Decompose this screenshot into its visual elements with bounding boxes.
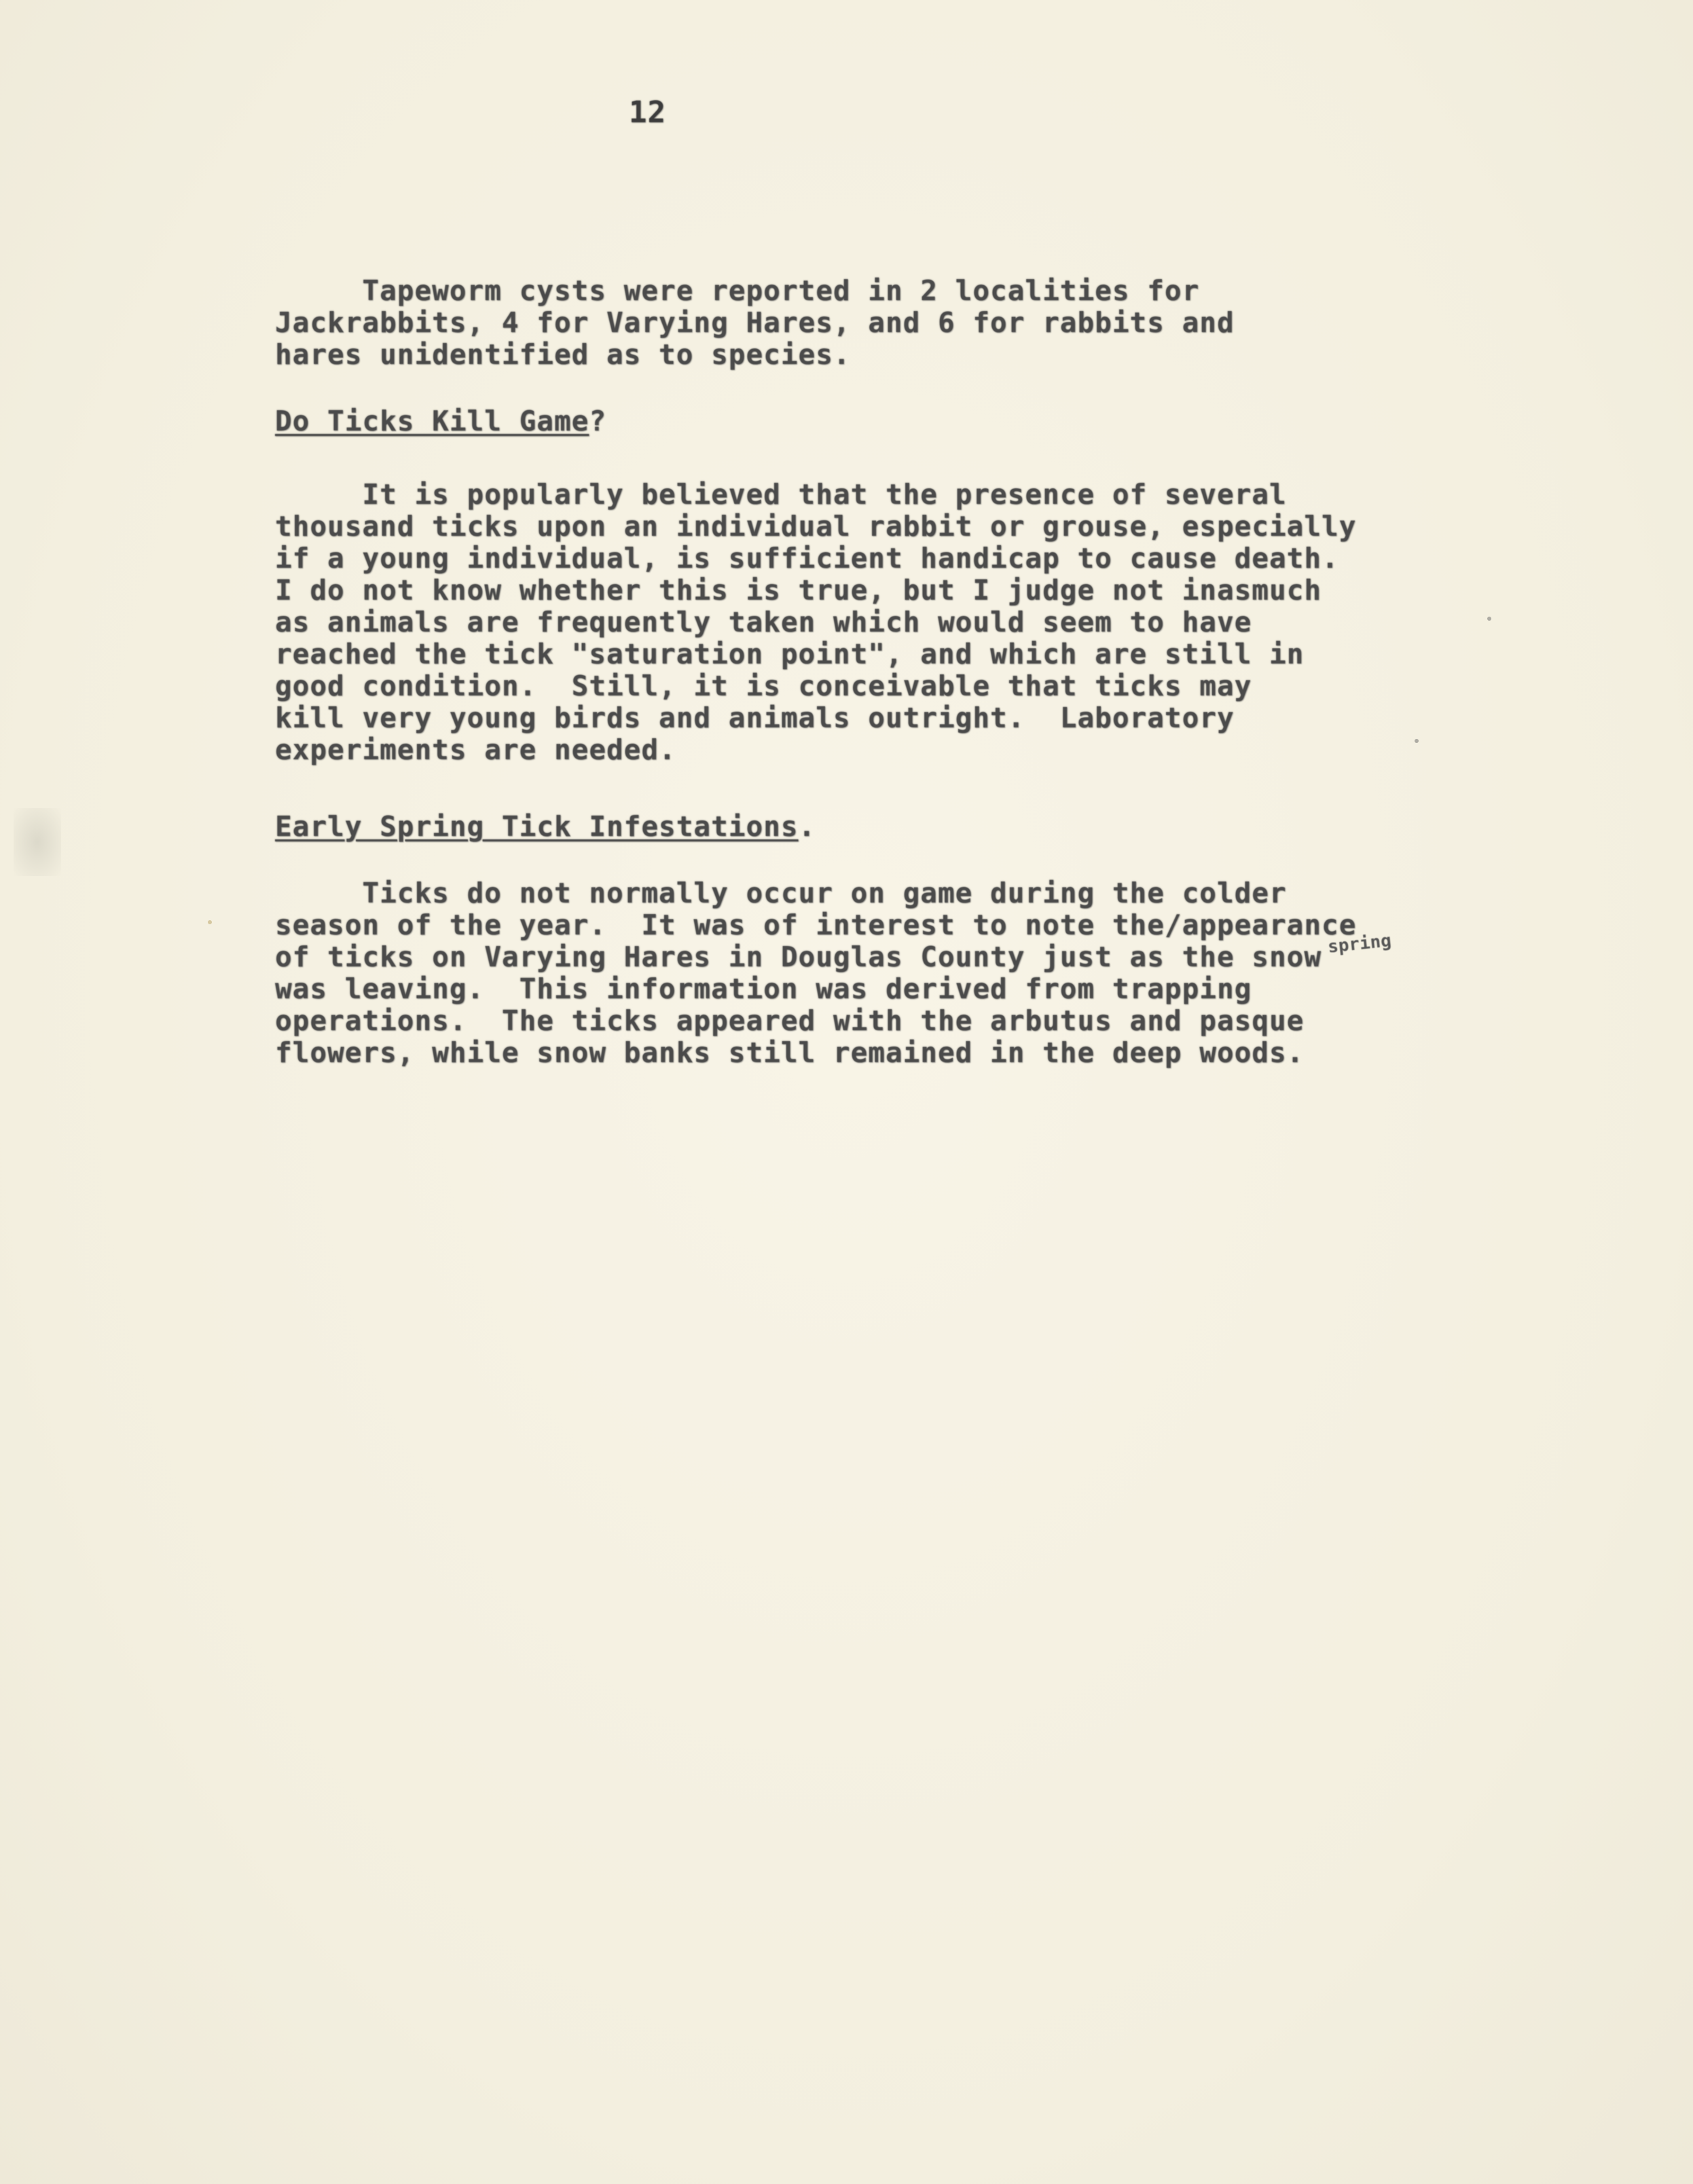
paragraph-early-spring-ticks bbox=[275, 877, 1552, 1069]
paragraph-line: operations. The ticks appeared with the arbutus and pasque bbox=[275, 1004, 1305, 1037]
paragraph-line: Jackrabbits, 4 for Varying Hares, and 6 for rabbits and bbox=[275, 306, 1235, 339]
paragraph-line: I do not know whether this is true, but I judge not inasmuch bbox=[275, 574, 1322, 606]
paper-speck bbox=[208, 920, 212, 924]
paragraph-line: hares unidentified as to species. bbox=[275, 338, 851, 371]
paragraph-line: Tapeworm cysts were reported in 2 localities for bbox=[275, 274, 1200, 307]
paragraph-line: thousand ticks upon an individual rabbit or grouse, especially bbox=[275, 510, 1357, 543]
heading-text: Early Spring Tick Infestations bbox=[275, 810, 799, 843]
paragraph-ticks-kill-game bbox=[275, 479, 1552, 766]
paragraph-line: reached the tick "saturation point", and which are still in bbox=[275, 638, 1305, 670]
paragraph-line: good condition. Still, it is conceivable that ticks may bbox=[275, 670, 1252, 702]
paragraph-line: was leaving. This information was derived from trapping bbox=[275, 972, 1252, 1005]
paragraph-line: Ticks do not normally occur on game during the colder bbox=[275, 877, 1287, 909]
paper-speck bbox=[1415, 739, 1419, 743]
paragraph-line: season of the year. It was of interest to note the/appearance bbox=[275, 909, 1357, 941]
paragraph-line: It is popularly believed that the presence of several bbox=[275, 478, 1287, 511]
heading-text: Do Ticks Kill Game bbox=[275, 405, 589, 437]
heading-early-spring-tick-infestations bbox=[275, 811, 816, 843]
paragraph-line: of ticks on Varying Hares in Douglas County just as the snow bbox=[275, 941, 1322, 973]
paragraph-line: experiments are needed. bbox=[275, 733, 676, 766]
paragraph-line: flowers, while snow banks still remained in the deep woods. bbox=[275, 1036, 1305, 1069]
paragraph-tapeworm-cysts bbox=[275, 275, 1552, 371]
heading-do-ticks-kill-game bbox=[275, 405, 606, 437]
paragraph-line: as animals are frequently taken which would seem to have bbox=[275, 606, 1252, 638]
paper-speck bbox=[1487, 617, 1491, 621]
paper-smudge bbox=[14, 808, 61, 876]
interlinear-insertion: spring bbox=[1326, 930, 1393, 958]
heading-punctuation: . bbox=[798, 810, 816, 843]
paragraph-line: if a young individual, is sufficient handicap to cause death. bbox=[275, 542, 1339, 575]
page-number: 12 bbox=[629, 95, 666, 130]
paragraph-line: kill very young birds and animals outright. Laboratory bbox=[275, 702, 1235, 734]
heading-punctuation: ? bbox=[589, 405, 607, 437]
